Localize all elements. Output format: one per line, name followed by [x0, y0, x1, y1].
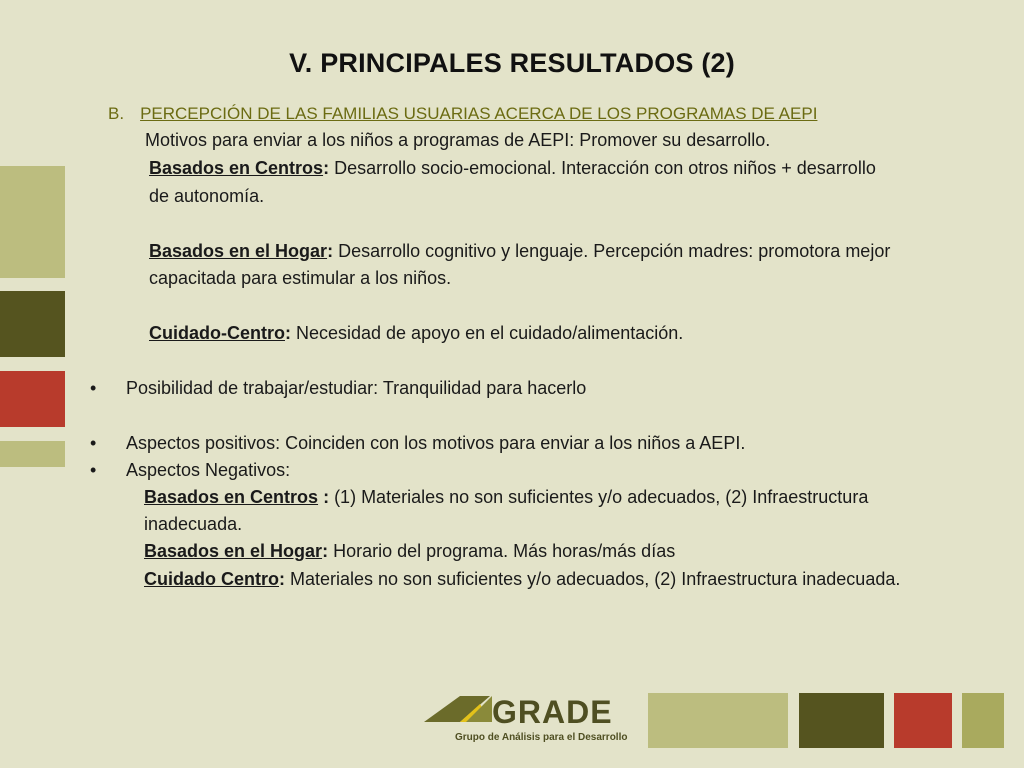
- negativos-cuidado-line: [144, 569, 900, 590]
- centros-text: Desarrollo socio-emocional. Interacción con otros niños + desarrollo: [329, 158, 876, 178]
- negativos-centros-line: [144, 487, 868, 508]
- logo-name: GRADE: [492, 694, 613, 730]
- neg-cuidado-label: Cuidado Centro: [144, 569, 279, 589]
- bottom-block-red: [894, 693, 952, 748]
- left-block-red: [0, 371, 65, 427]
- negativos-hogar-line: [144, 541, 675, 562]
- neg-hogar-colon: :: [322, 541, 329, 561]
- negativos-centros-cont: inadecuada.: [144, 514, 243, 534]
- motivos-centros-cont: de autonomía.: [149, 186, 265, 206]
- bullet-symbol: •: [90, 460, 97, 480]
- hogar-colon: :: [327, 241, 334, 261]
- centros-colon: :: [323, 158, 330, 178]
- neg-cuidado-colon: :: [279, 569, 285, 589]
- neg-cuidado-text: Materiales no son suficientes y/o adecuados, (2) Infraestructura inadecuada.: [285, 569, 901, 589]
- bottom-block-light-small: [962, 693, 1004, 748]
- motivos-hogar-cont: capacitada para estimular a los niños.: [149, 268, 452, 288]
- motivos-cuidado-line: [149, 323, 683, 344]
- section-subtitle: [108, 104, 817, 124]
- cuidado-colon: :: [284, 323, 291, 343]
- motivos-intro: Motivos para enviar a los niños a programas de AEPI: Promover su desarrollo.: [145, 130, 771, 150]
- bullet-symbol: •: [90, 378, 97, 398]
- bullet-negativos: Aspectos Negativos:: [126, 460, 291, 480]
- bottom-block-light: [648, 693, 788, 748]
- left-block-light: [0, 166, 65, 278]
- left-block-dark: [0, 291, 65, 357]
- bullet-symbol: •: [90, 433, 97, 453]
- left-block-light-small: [0, 441, 65, 467]
- bullet-positivos: Aspectos positivos: Coinciden con los motivos para enviar a los niños a AEPI.: [126, 433, 746, 453]
- neg-centros-text: (1) Materiales no son suficientes y/o adecuados, (2) Infraestructura: [329, 487, 869, 507]
- cuidado-label: Cuidado-Centro: [149, 323, 285, 343]
- section-letter: B.: [108, 104, 125, 123]
- section-heading: PERCEPCIÓN DE LAS FAMILIAS USUARIAS ACERCA DE LOS PROGRAMAS DE AEPI: [140, 104, 818, 123]
- centros-label: Basados en Centros: [149, 158, 324, 178]
- hogar-text: Desarrollo cognitivo y lenguaje. Percepción madres: promotora mejor: [333, 241, 891, 261]
- slide-title: V. PRINCIPALES RESULTADOS (2): [289, 48, 735, 78]
- bottom-block-dark: [799, 693, 884, 748]
- logo-tagline: Grupo de Análisis para el Desarrollo: [455, 732, 628, 743]
- neg-hogar-text: Horario del programa. Más horas/más días: [328, 541, 676, 561]
- hogar-label: Basados en el Hogar: [149, 241, 328, 261]
- motivos-hogar-line: [149, 241, 890, 262]
- motivos-centros-line: [149, 158, 876, 179]
- bullet-posibilidad: Posibilidad de trabajar/estudiar: Tranquilidad para hacerlo: [126, 378, 587, 398]
- neg-centros-colon: :: [318, 487, 330, 507]
- neg-hogar-label: Basados en el Hogar: [144, 541, 323, 561]
- neg-centros-label: Basados en Centros: [144, 487, 319, 507]
- cuidado-text: Necesidad de apoyo en el cuidado/alimentación.: [290, 323, 684, 343]
